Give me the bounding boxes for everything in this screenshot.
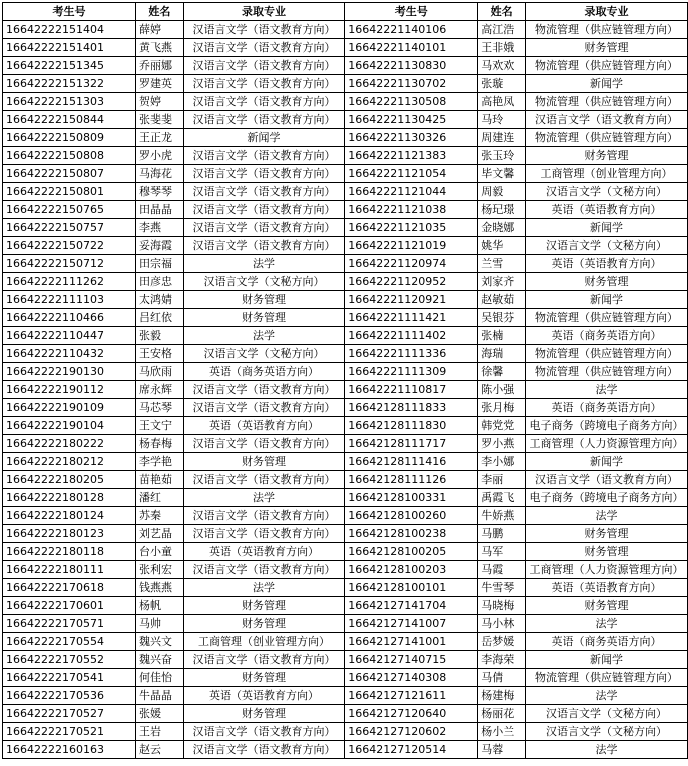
exam-number-cell: 16642222110432 <box>3 345 136 363</box>
name-cell: 吴银芬 <box>478 309 526 327</box>
name-cell: 王安格 <box>135 345 183 363</box>
major-cell: 工商管理（创业管理方向） <box>183 633 345 651</box>
header-name-right: 姓名 <box>478 3 526 21</box>
exam-number-cell: 16642222170571 <box>3 615 136 633</box>
table-row <box>3 615 688 633</box>
exam-number-cell: 16642127121611 <box>345 687 478 705</box>
name-cell: 张媛 <box>135 705 183 723</box>
table-row <box>3 651 688 669</box>
table-row <box>3 705 688 723</box>
name-cell: 杨春梅 <box>135 435 183 453</box>
exam-number-cell: 16642222180111 <box>3 561 136 579</box>
major-cell: 汉语言文学（语文教育方向） <box>525 111 687 129</box>
exam-number-cell: 16642222170618 <box>3 579 136 597</box>
major-cell: 汉语言文学（文秘方向） <box>525 183 687 201</box>
name-cell: 牛雪琴 <box>478 579 526 597</box>
major-cell: 汉语言文学（文秘方向） <box>525 723 687 741</box>
exam-number-cell: 16642221111402 <box>345 327 478 345</box>
major-cell: 物流管理（供应链管理方向） <box>525 129 687 147</box>
name-cell: 海瑞 <box>478 345 526 363</box>
major-cell: 财务管理 <box>525 273 687 291</box>
major-cell: 工商管理（创业管理方向） <box>525 165 687 183</box>
major-cell: 财务管理 <box>525 147 687 165</box>
major-cell: 物流管理（供应链管理方向） <box>525 21 687 39</box>
admission-table <box>2 2 688 759</box>
name-cell: 田晶晶 <box>135 201 183 219</box>
name-cell: 金晓娜 <box>478 219 526 237</box>
table-row <box>3 507 688 525</box>
major-cell: 英语（商务英语方向） <box>525 399 687 417</box>
exam-number-cell: 16642128100238 <box>345 525 478 543</box>
name-cell: 张毅 <box>135 327 183 345</box>
major-cell: 物流管理（供应链管理方向） <box>525 363 687 381</box>
table-row <box>3 597 688 615</box>
major-cell: 英语（英语教育方向） <box>183 543 345 561</box>
major-cell: 物流管理（供应链管理方向） <box>525 57 687 75</box>
exam-number-cell: 16642222170552 <box>3 651 136 669</box>
exam-number-cell: 16642222150807 <box>3 165 136 183</box>
table-row <box>3 129 688 147</box>
exam-number-cell: 16642222190109 <box>3 399 136 417</box>
exam-number-cell: 16642221140106 <box>345 21 478 39</box>
name-cell: 贺婷 <box>135 93 183 111</box>
name-cell: 张斐斐 <box>135 111 183 129</box>
exam-number-cell: 16642221121038 <box>345 201 478 219</box>
major-cell: 汉语言文学（语文教育方向） <box>183 201 345 219</box>
exam-number-cell: 16642221110817 <box>345 381 478 399</box>
exam-number-cell: 16642221130830 <box>345 57 478 75</box>
name-cell: 魏兴文 <box>135 633 183 651</box>
major-cell: 财务管理 <box>525 525 687 543</box>
exam-number-cell: 16642128111416 <box>345 453 478 471</box>
major-cell: 英语（英语教育方向） <box>183 417 345 435</box>
name-cell: 苏秦 <box>135 507 183 525</box>
major-cell: 电子商务（跨境电子商务方向） <box>525 489 687 507</box>
name-cell: 台小童 <box>135 543 183 561</box>
exam-number-cell: 16642221130702 <box>345 75 478 93</box>
major-cell: 财务管理 <box>183 453 345 471</box>
major-cell: 汉语言文学（语文教育方向） <box>183 111 345 129</box>
table-row <box>3 633 688 651</box>
name-cell: 马小林 <box>478 615 526 633</box>
major-cell: 汉语言文学（语文教育方向） <box>183 381 345 399</box>
table-header <box>3 3 688 21</box>
table-row <box>3 363 688 381</box>
exam-number-cell: 16642222180212 <box>3 453 136 471</box>
table-row <box>3 255 688 273</box>
major-cell: 物流管理（供应链管理方向） <box>525 669 687 687</box>
table-row <box>3 579 688 597</box>
exam-number-cell: 16642221140101 <box>345 39 478 57</box>
name-cell: 毕文馨 <box>478 165 526 183</box>
name-cell: 高艳凤 <box>478 93 526 111</box>
name-cell: 杨帆 <box>135 597 183 615</box>
name-cell: 李丽 <box>478 471 526 489</box>
table-row <box>3 471 688 489</box>
name-cell: 周毅 <box>478 183 526 201</box>
exam-number-cell: 16642222170536 <box>3 687 136 705</box>
exam-number-cell: 16642127141704 <box>345 597 478 615</box>
exam-number-cell: 16642221111336 <box>345 345 478 363</box>
exam-number-cell: 16642221121383 <box>345 147 478 165</box>
major-cell: 物流管理（供应链管理方向） <box>525 309 687 327</box>
table-row <box>3 723 688 741</box>
exam-number-cell: 16642222150809 <box>3 129 136 147</box>
exam-number-cell: 16642221121019 <box>345 237 478 255</box>
exam-number-cell: 16642221130326 <box>345 129 478 147</box>
name-cell: 王岩 <box>135 723 183 741</box>
major-cell: 英语（英语教育方向） <box>183 687 345 705</box>
table-row <box>3 399 688 417</box>
exam-number-cell: 16642127140308 <box>345 669 478 687</box>
major-cell: 汉语言文学（语文教育方向） <box>183 723 345 741</box>
exam-number-cell: 16642127120640 <box>345 705 478 723</box>
name-cell: 马蓉 <box>478 741 526 759</box>
name-cell: 兰雪 <box>478 255 526 273</box>
table-row <box>3 489 688 507</box>
table-row <box>3 345 688 363</box>
major-cell: 汉语言文学（语文教育方向） <box>183 219 345 237</box>
name-cell: 马帅 <box>135 615 183 633</box>
name-cell: 李学艳 <box>135 453 183 471</box>
name-cell: 陈小强 <box>478 381 526 399</box>
name-cell: 赵敏茹 <box>478 291 526 309</box>
major-cell: 财务管理 <box>183 669 345 687</box>
table-row <box>3 39 688 57</box>
header-exam-number-right: 考生号 <box>345 3 478 21</box>
exam-number-cell: 16642221120974 <box>345 255 478 273</box>
header-major-left: 录取专业 <box>183 3 345 21</box>
exam-number-cell: 16642222170554 <box>3 633 136 651</box>
name-cell: 马欢欢 <box>478 57 526 75</box>
exam-number-cell: 16642128111126 <box>345 471 478 489</box>
major-cell: 汉语言文学（语文教育方向） <box>183 435 345 453</box>
major-cell: 汉语言文学（语文教育方向） <box>183 39 345 57</box>
major-cell: 汉语言文学（语文教育方向） <box>183 183 345 201</box>
exam-number-cell: 16642222151401 <box>3 39 136 57</box>
exam-number-cell: 16642222150712 <box>3 255 136 273</box>
name-cell: 潘红 <box>135 489 183 507</box>
exam-number-cell: 16642221111421 <box>345 309 478 327</box>
major-cell: 财务管理 <box>525 39 687 57</box>
name-cell: 田宗福 <box>135 255 183 273</box>
major-cell: 汉语言文学（语文教育方向） <box>183 651 345 669</box>
major-cell: 法学 <box>525 615 687 633</box>
name-cell: 席永辉 <box>135 381 183 399</box>
exam-number-cell: 16642222180222 <box>3 435 136 453</box>
name-cell: 张月梅 <box>478 399 526 417</box>
exam-number-cell: 16642222151404 <box>3 21 136 39</box>
exam-number-cell: 16642128100101 <box>345 579 478 597</box>
major-cell: 汉语言文学（语文教育方向） <box>183 93 345 111</box>
name-cell: 马玲 <box>478 111 526 129</box>
header-major-right: 录取专业 <box>525 3 687 21</box>
major-cell: 汉语言文学（语文教育方向） <box>183 21 345 39</box>
major-cell: 财务管理 <box>183 597 345 615</box>
name-cell: 刘艺晶 <box>135 525 183 543</box>
header-name-left: 姓名 <box>135 3 183 21</box>
name-cell: 薛婷 <box>135 21 183 39</box>
major-cell: 财务管理 <box>183 615 345 633</box>
major-cell: 法学 <box>183 255 345 273</box>
name-cell: 罗建英 <box>135 75 183 93</box>
exam-number-cell: 16642221130508 <box>345 93 478 111</box>
exam-number-cell: 16642127141001 <box>345 633 478 651</box>
name-cell: 马军 <box>478 543 526 561</box>
major-cell: 汉语言文学（语文教育方向） <box>183 57 345 75</box>
major-cell: 汉语言文学（文秘方向） <box>525 705 687 723</box>
table-row <box>3 543 688 561</box>
name-cell: 穆琴琴 <box>135 183 183 201</box>
table-row <box>3 57 688 75</box>
exam-number-cell: 16642128100205 <box>345 543 478 561</box>
major-cell: 法学 <box>525 507 687 525</box>
major-cell: 法学 <box>183 327 345 345</box>
major-cell: 新闻学 <box>525 291 687 309</box>
exam-number-cell: 16642222151322 <box>3 75 136 93</box>
exam-number-cell: 16642128111833 <box>345 399 478 417</box>
name-cell: 魏兴奋 <box>135 651 183 669</box>
name-cell: 高江浩 <box>478 21 526 39</box>
major-cell: 汉语言文学（文秘方向） <box>183 345 345 363</box>
major-cell: 财务管理 <box>525 543 687 561</box>
major-cell: 新闻学 <box>183 129 345 147</box>
name-cell: 牛娇燕 <box>478 507 526 525</box>
table-row <box>3 525 688 543</box>
table-row <box>3 201 688 219</box>
major-cell: 汉语言文学（语文教育方向） <box>183 561 345 579</box>
name-cell: 田彦忠 <box>135 273 183 291</box>
name-cell: 张玉玲 <box>478 147 526 165</box>
table-row <box>3 561 688 579</box>
name-cell: 马海花 <box>135 165 183 183</box>
exam-number-cell: 16642222150844 <box>3 111 136 129</box>
name-cell: 乔丽娜 <box>135 57 183 75</box>
major-cell: 财务管理 <box>183 705 345 723</box>
table-row <box>3 417 688 435</box>
table-row <box>3 669 688 687</box>
major-cell: 新闻学 <box>525 453 687 471</box>
major-cell: 财务管理 <box>183 309 345 327</box>
exam-number-cell: 16642222170541 <box>3 669 136 687</box>
exam-number-cell: 16642128111717 <box>345 435 478 453</box>
major-cell: 汉语言文学（语文教育方向） <box>183 165 345 183</box>
name-cell: 张楠 <box>478 327 526 345</box>
major-cell: 英语（商务英语方向） <box>525 633 687 651</box>
table-row <box>3 741 688 759</box>
exam-number-cell: 16642222110447 <box>3 327 136 345</box>
name-cell: 马晓梅 <box>478 597 526 615</box>
name-cell: 马芯琴 <box>135 399 183 417</box>
major-cell: 英语（英语教育方向） <box>525 201 687 219</box>
major-cell: 汉语言文学（语文教育方向） <box>183 147 345 165</box>
exam-number-cell: 16642127120514 <box>345 741 478 759</box>
exam-number-cell: 16642222180128 <box>3 489 136 507</box>
major-cell: 工商管理（人力资源管理方向） <box>525 561 687 579</box>
header-row <box>3 3 688 21</box>
table-row <box>3 435 688 453</box>
table-row <box>3 93 688 111</box>
exam-number-cell: 16642222150722 <box>3 237 136 255</box>
name-cell: 姚华 <box>478 237 526 255</box>
name-cell: 周建连 <box>478 129 526 147</box>
table-row <box>3 309 688 327</box>
name-cell: 韩党党 <box>478 417 526 435</box>
major-cell: 英语（英语教育方向） <box>525 579 687 597</box>
table-row <box>3 327 688 345</box>
table-row <box>3 687 688 705</box>
major-cell: 财务管理 <box>183 291 345 309</box>
name-cell: 徐馨 <box>478 363 526 381</box>
exam-number-cell: 16642222150757 <box>3 219 136 237</box>
exam-number-cell: 16642128111830 <box>345 417 478 435</box>
major-cell: 汉语言文学（语文教育方向） <box>183 75 345 93</box>
major-cell: 物流管理（供应链管理方向） <box>525 345 687 363</box>
name-cell: 马霞 <box>478 561 526 579</box>
name-cell: 岳梦媛 <box>478 633 526 651</box>
name-cell: 李小娜 <box>478 453 526 471</box>
major-cell: 物流管理（供应链管理方向） <box>525 93 687 111</box>
major-cell: 汉语言文学（语文教育方向） <box>525 471 687 489</box>
major-cell: 新闻学 <box>525 219 687 237</box>
major-cell: 电子商务（跨境电子商务方向） <box>525 417 687 435</box>
exam-number-cell: 16642222180118 <box>3 543 136 561</box>
name-cell: 苗艳茹 <box>135 471 183 489</box>
name-cell: 杨玘璟 <box>478 201 526 219</box>
exam-number-cell: 16642222190112 <box>3 381 136 399</box>
major-cell: 汉语言文学（语文教育方向） <box>183 741 345 759</box>
major-cell: 汉语言文学（文秘方向） <box>183 273 345 291</box>
exam-number-cell: 16642222180123 <box>3 525 136 543</box>
table-row <box>3 183 688 201</box>
exam-number-cell: 16642222160163 <box>3 741 136 759</box>
admission-list <box>2 2 688 759</box>
table-row <box>3 21 688 39</box>
exam-number-cell: 16642222170527 <box>3 705 136 723</box>
exam-number-cell: 16642221130425 <box>345 111 478 129</box>
name-cell: 杨小兰 <box>478 723 526 741</box>
exam-number-cell: 16642222150801 <box>3 183 136 201</box>
exam-number-cell: 16642222190104 <box>3 417 136 435</box>
name-cell: 赵云 <box>135 741 183 759</box>
major-cell: 英语（英语教育方向） <box>525 255 687 273</box>
major-cell: 汉语言文学（文秘方向） <box>525 237 687 255</box>
name-cell: 刘家齐 <box>478 273 526 291</box>
major-cell: 汉语言文学（语文教育方向） <box>183 525 345 543</box>
major-cell: 新闻学 <box>525 75 687 93</box>
exam-number-cell: 16642222180205 <box>3 471 136 489</box>
major-cell: 法学 <box>525 741 687 759</box>
name-cell: 马欣雨 <box>135 363 183 381</box>
name-cell: 吕红依 <box>135 309 183 327</box>
exam-number-cell: 16642222170601 <box>3 597 136 615</box>
major-cell: 英语（商务英语方向） <box>183 363 345 381</box>
header-exam-number-left: 考生号 <box>3 3 136 21</box>
exam-number-cell: 16642127141007 <box>345 615 478 633</box>
table-row <box>3 291 688 309</box>
name-cell: 李海荣 <box>478 651 526 669</box>
exam-number-cell: 16642221121035 <box>345 219 478 237</box>
major-cell: 汉语言文学（语文教育方向） <box>183 471 345 489</box>
name-cell: 张璇 <box>478 75 526 93</box>
table-row <box>3 147 688 165</box>
name-cell: 黄飞燕 <box>135 39 183 57</box>
table-row <box>3 75 688 93</box>
table-body <box>3 21 688 759</box>
name-cell: 钱燕燕 <box>135 579 183 597</box>
major-cell: 法学 <box>525 381 687 399</box>
major-cell: 法学 <box>525 687 687 705</box>
major-cell: 英语（商务英语方向） <box>525 327 687 345</box>
exam-number-cell: 16642128100260 <box>345 507 478 525</box>
name-cell: 李燕 <box>135 219 183 237</box>
name-cell: 马鹏 <box>478 525 526 543</box>
name-cell: 王正龙 <box>135 129 183 147</box>
exam-number-cell: 16642221120921 <box>345 291 478 309</box>
name-cell: 罗小燕 <box>478 435 526 453</box>
exam-number-cell: 16642127120602 <box>345 723 478 741</box>
name-cell: 王文宁 <box>135 417 183 435</box>
name-cell: 妥海霞 <box>135 237 183 255</box>
major-cell: 新闻学 <box>525 651 687 669</box>
exam-number-cell: 16642221121054 <box>345 165 478 183</box>
exam-number-cell: 16642222111262 <box>3 273 136 291</box>
major-cell: 工商管理（人力资源管理方向） <box>525 435 687 453</box>
major-cell: 法学 <box>183 579 345 597</box>
name-cell: 禹霞飞 <box>478 489 526 507</box>
name-cell: 罗小虎 <box>135 147 183 165</box>
table-row <box>3 111 688 129</box>
major-cell: 汉语言文学（语文教育方向） <box>183 399 345 417</box>
name-cell: 王非娥 <box>478 39 526 57</box>
table-row <box>3 453 688 471</box>
name-cell: 张利宏 <box>135 561 183 579</box>
exam-number-cell: 16642222170521 <box>3 723 136 741</box>
exam-number-cell: 16642222190130 <box>3 363 136 381</box>
exam-number-cell: 16642128100331 <box>345 489 478 507</box>
table-row <box>3 273 688 291</box>
table-row <box>3 165 688 183</box>
exam-number-cell: 16642222150765 <box>3 201 136 219</box>
name-cell: 杨丽花 <box>478 705 526 723</box>
exam-number-cell: 16642222110466 <box>3 309 136 327</box>
name-cell: 牛晶晶 <box>135 687 183 705</box>
major-cell: 法学 <box>183 489 345 507</box>
exam-number-cell: 16642221121044 <box>345 183 478 201</box>
exam-number-cell: 16642222151345 <box>3 57 136 75</box>
name-cell: 马倩 <box>478 669 526 687</box>
major-cell: 财务管理 <box>525 597 687 615</box>
exam-number-cell: 16642222111103 <box>3 291 136 309</box>
exam-number-cell: 16642128100203 <box>345 561 478 579</box>
exam-number-cell: 16642222180124 <box>3 507 136 525</box>
exam-number-cell: 16642221120952 <box>345 273 478 291</box>
name-cell: 何佳怡 <box>135 669 183 687</box>
name-cell: 太鸿婧 <box>135 291 183 309</box>
table-row <box>3 237 688 255</box>
table-row <box>3 219 688 237</box>
major-cell: 汉语言文学（语文教育方向） <box>183 237 345 255</box>
exam-number-cell: 16642222151303 <box>3 93 136 111</box>
exam-number-cell: 16642222150808 <box>3 147 136 165</box>
name-cell: 杨建梅 <box>478 687 526 705</box>
major-cell: 汉语言文学（语文教育方向） <box>183 507 345 525</box>
exam-number-cell: 16642127140715 <box>345 651 478 669</box>
exam-number-cell: 16642221111309 <box>345 363 478 381</box>
table-row <box>3 381 688 399</box>
